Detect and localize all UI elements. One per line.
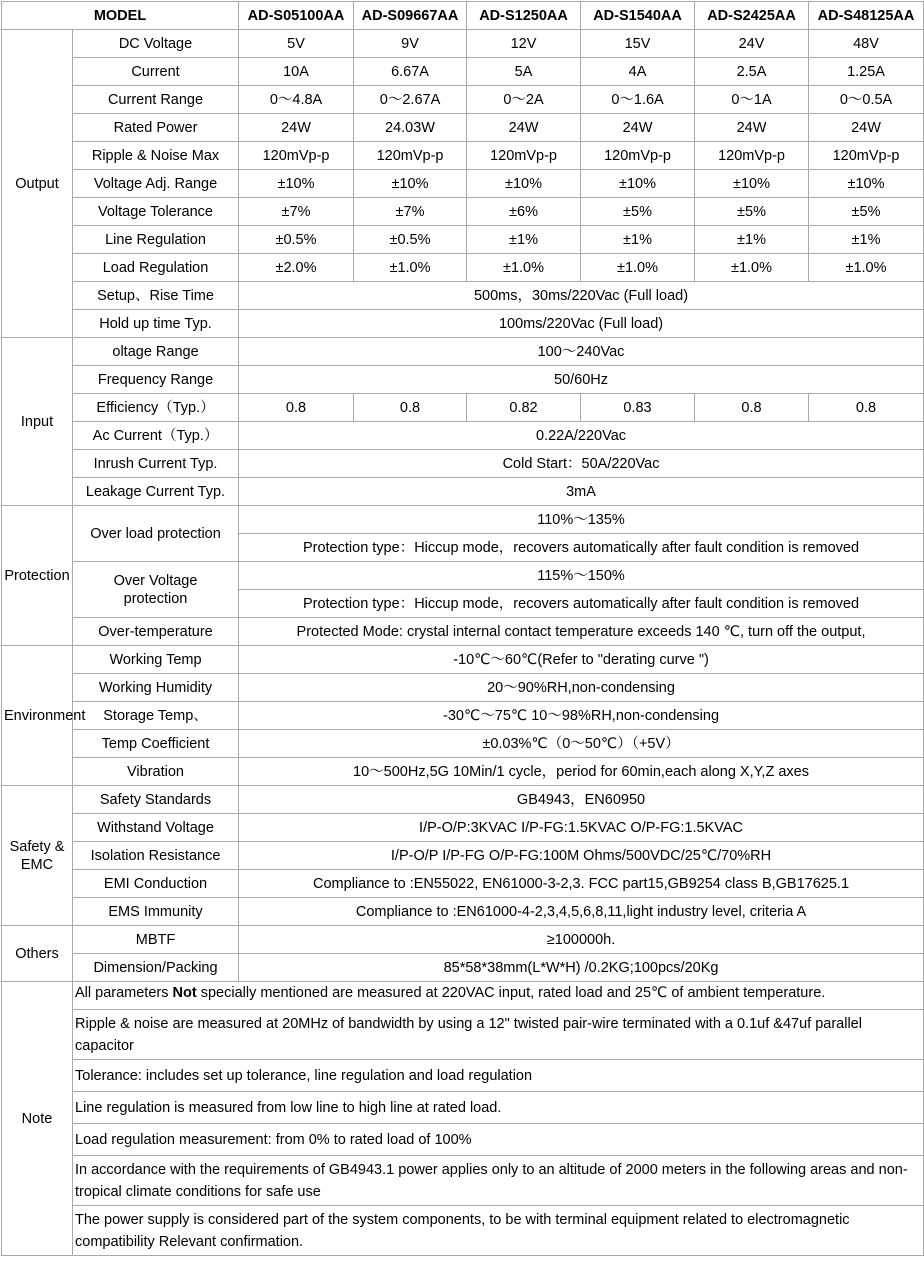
- spec-row: [2, 142, 924, 170]
- group-note: Note: [2, 982, 73, 1256]
- cell-value: ±0.03%℃（0～50℃）（+5V）: [239, 730, 924, 758]
- cell-value: 5V: [239, 30, 354, 58]
- cell-value: 0.82: [467, 394, 581, 422]
- cell-value: ±2.0%: [239, 254, 354, 282]
- row-label: Efficiency（Typ.）: [73, 394, 239, 422]
- spec-row: [2, 450, 924, 478]
- row-label: Current Range: [73, 86, 239, 114]
- cell-value: 24W: [695, 114, 809, 142]
- cell-value: 24W: [581, 114, 695, 142]
- cell-value: 24W: [239, 114, 354, 142]
- model-name: AD-S05100AA: [239, 2, 354, 30]
- cell-value: ±1.0%: [581, 254, 695, 282]
- spec-row: [2, 366, 924, 394]
- cell-value: Cold Start：50A/220Vac: [239, 450, 924, 478]
- row-label: Load Regulation: [73, 254, 239, 282]
- row-label: Ripple & Noise Max: [73, 142, 239, 170]
- cell-value: ±0.5%: [354, 226, 467, 254]
- note-row: [2, 982, 924, 1010]
- cell-value: 115%～150%: [239, 562, 924, 590]
- model-name: AD-S09667AA: [354, 2, 467, 30]
- note-emphasis: Not: [172, 985, 197, 1001]
- cell-value: ±1.0%: [467, 254, 581, 282]
- row-label: Working Humidity: [73, 674, 239, 702]
- cell-value: ±1%: [695, 226, 809, 254]
- spec-row: [2, 310, 924, 338]
- cell-value: ±6%: [467, 198, 581, 226]
- cell-value: 12V: [467, 30, 581, 58]
- cell-value: 0～1.6A: [581, 86, 695, 114]
- row-label: Voltage Tolerance: [73, 198, 239, 226]
- model-name: AD-S48125AA: [809, 2, 924, 30]
- row-label: Temp Coefficient: [73, 730, 239, 758]
- cell-value: 120mVp-p: [809, 142, 924, 170]
- cell-value: ±10%: [239, 170, 354, 198]
- group-input: Input: [2, 338, 73, 506]
- cell-value: 48V: [809, 30, 924, 58]
- cell-value: ±1%: [467, 226, 581, 254]
- cell-value: ±1%: [809, 226, 924, 254]
- cell-value: -10℃～60℃(Refer to "derating curve "): [239, 646, 924, 674]
- note-text: Ripple & noise are measured at 20MHz of bandwidth by using a 12" twisted pair-wire terminated with a 0.1uf &47uf parallel capacitor: [73, 1010, 924, 1060]
- note-row: [2, 1124, 924, 1156]
- cell-value: GB4943，EN60950: [239, 786, 924, 814]
- spec-row: [2, 394, 924, 422]
- spec-row: [2, 618, 924, 646]
- cell-value: 2.5A: [695, 58, 809, 86]
- note-text-part: All parameters: [75, 985, 173, 1001]
- spec-row: [2, 170, 924, 198]
- cell-value: ±5%: [581, 198, 695, 226]
- cell-value: 0～0.5A: [809, 86, 924, 114]
- note-text: In accordance with the requirements of GB4943.1 power applies only to an altitude of 2000 meters in the following areas and non-tropical climate conditions for safe use: [73, 1156, 924, 1206]
- model-name: AD-S1540AA: [581, 2, 695, 30]
- row-label: MBTF: [73, 926, 239, 954]
- spec-row: [2, 870, 924, 898]
- cell-value: I/P-O/P:3KVAC I/P-FG:1.5KVAC O/P-FG:1.5KVAC: [239, 814, 924, 842]
- cell-value: 0.8: [354, 394, 467, 422]
- spec-row: [2, 198, 924, 226]
- cell-value: ±0.5%: [239, 226, 354, 254]
- spec-row: [2, 226, 924, 254]
- row-label: Dimension/Packing: [73, 954, 239, 982]
- cell-value: Protection type：Hiccup mode，recovers automatically after fault condition is removed: [239, 590, 924, 618]
- cell-value: ±5%: [809, 198, 924, 226]
- cell-value: Protected Mode: crystal internal contact temperature exceeds 140 ℃, turn off the output,: [239, 618, 924, 646]
- spec-row: [2, 86, 924, 114]
- cell-value: ±1.0%: [809, 254, 924, 282]
- spec-row: [2, 898, 924, 926]
- note-text: The power supply is considered part of the system components, to be with terminal equipment related to electromagnetic compatibility Relevant confirmation.: [73, 1206, 924, 1256]
- cell-value: 0.8: [239, 394, 354, 422]
- row-label: Ac Current（Typ.）: [73, 422, 239, 450]
- group-others: Others: [2, 926, 73, 982]
- spec-row: [2, 954, 924, 982]
- model-label: MODEL: [2, 2, 239, 30]
- row-label: oltage Range: [73, 338, 239, 366]
- cell-value: Protection type：Hiccup mode，recovers automatically after fault condition is removed: [239, 534, 924, 562]
- cell-value: 24W: [809, 114, 924, 142]
- cell-value: 120mVp-p: [354, 142, 467, 170]
- model-name: AD-S1250AA: [467, 2, 581, 30]
- note-text-part: specially mentioned are measured at 220VAC input, rated load and 25℃ of ambient temperature.: [196, 985, 826, 1001]
- cell-value: 24.03W: [354, 114, 467, 142]
- row-label: Frequency Range: [73, 366, 239, 394]
- spec-row: [2, 254, 924, 282]
- cell-value: 10A: [239, 58, 354, 86]
- row-label: Storage Temp、: [73, 702, 239, 730]
- cell-value: 4A: [581, 58, 695, 86]
- cell-value: ±1.0%: [354, 254, 467, 282]
- cell-value: 10～500Hz,5G 10Min/1 cycle，period for 60min,each along X,Y,Z axes: [239, 758, 924, 786]
- group-output: Output: [2, 30, 73, 338]
- cell-value: 120mVp-p: [467, 142, 581, 170]
- note-row: [2, 1156, 924, 1206]
- cell-value: I/P-O/P I/P-FG O/P-FG:100M Ohms/500VDC/25℃/70%RH: [239, 842, 924, 870]
- cell-value: ±1%: [581, 226, 695, 254]
- cell-value: ±5%: [695, 198, 809, 226]
- cell-value: 0.83: [581, 394, 695, 422]
- spec-row: [2, 282, 924, 310]
- cell-value: Compliance to :EN61000-4-2,3,4,5,6,8,11,light industry level, criteria A: [239, 898, 924, 926]
- note-row: [2, 1092, 924, 1124]
- cell-value: ±10%: [467, 170, 581, 198]
- group-environment: Environment: [2, 646, 73, 786]
- spec-row: [2, 58, 924, 86]
- row-label: EMI Conduction: [73, 870, 239, 898]
- spec-row: [2, 30, 924, 58]
- header-row: [2, 2, 924, 30]
- cell-value: 0.8: [809, 394, 924, 422]
- row-label: Rated Power: [73, 114, 239, 142]
- note-text: Tolerance: includes set up tolerance, line regulation and load regulation: [73, 1060, 924, 1092]
- note-text: Line regulation is measured from low line to high line at rated load.: [73, 1092, 924, 1124]
- cell-value: 0～1A: [695, 86, 809, 114]
- row-label: EMS Immunity: [73, 898, 239, 926]
- cell-value: ±10%: [354, 170, 467, 198]
- note-row: [2, 1060, 924, 1092]
- row-label: Withstand Voltage: [73, 814, 239, 842]
- note-row: [2, 1206, 924, 1256]
- row-label: Inrush Current Typ.: [73, 450, 239, 478]
- spec-row: [2, 730, 924, 758]
- cell-value: 500ms，30ms/220Vac (Full load): [239, 282, 924, 310]
- spec-row: [2, 814, 924, 842]
- cell-value: 110%～135%: [239, 506, 924, 534]
- row-label: Line Regulation: [73, 226, 239, 254]
- cell-value: 0.8: [695, 394, 809, 422]
- row-label: Safety Standards: [73, 786, 239, 814]
- note-text: Load regulation measurement: from 0% to rated load of 100%: [73, 1124, 924, 1156]
- cell-value: 24W: [467, 114, 581, 142]
- spec-row: [2, 562, 924, 590]
- cell-value: ±10%: [581, 170, 695, 198]
- cell-value: ±10%: [695, 170, 809, 198]
- spec-row: [2, 114, 924, 142]
- row-label: Voltage Adj. Range: [73, 170, 239, 198]
- row-label: Leakage Current Typ.: [73, 478, 239, 506]
- cell-value: 6.67A: [354, 58, 467, 86]
- cell-value: ±7%: [239, 198, 354, 226]
- cell-value: 24V: [695, 30, 809, 58]
- row-label: Over-temperature: [73, 618, 239, 646]
- row-label: Hold up time Typ.: [73, 310, 239, 338]
- row-label: Setup、Rise Time: [73, 282, 239, 310]
- row-label: Current: [73, 58, 239, 86]
- cell-value: 20～90%RH,non-condensing: [239, 674, 924, 702]
- cell-value: 0～4.8A: [239, 86, 354, 114]
- spec-row: [2, 674, 924, 702]
- cell-value: 9V: [354, 30, 467, 58]
- row-label: Working Temp: [73, 646, 239, 674]
- cell-value: 120mVp-p: [695, 142, 809, 170]
- cell-value: 50/60Hz: [239, 366, 924, 394]
- spec-table: [1, 1, 924, 1256]
- note-text: [73, 982, 924, 1010]
- cell-value: 120mVp-p: [239, 142, 354, 170]
- note-row: [2, 1010, 924, 1060]
- spec-row: [2, 506, 924, 534]
- cell-value: Compliance to :EN55022, EN61000-3-2,3. FCC part15,GB9254 class B,GB17625.1: [239, 870, 924, 898]
- row-label: DC Voltage: [73, 30, 239, 58]
- spec-row: [2, 422, 924, 450]
- cell-value: 100～240Vac: [239, 338, 924, 366]
- model-name: AD-S2425AA: [695, 2, 809, 30]
- spec-row: [2, 702, 924, 730]
- cell-value: ±10%: [809, 170, 924, 198]
- row-label: Over Voltage protection: [73, 562, 239, 618]
- spec-row: [2, 338, 924, 366]
- cell-value: 0～2.67A: [354, 86, 467, 114]
- row-label: Vibration: [73, 758, 239, 786]
- cell-value: 0.22A/220Vac: [239, 422, 924, 450]
- row-label: Over load protection: [73, 506, 239, 562]
- cell-value: 0～2A: [467, 86, 581, 114]
- spec-row: [2, 758, 924, 786]
- cell-value: ≥100000h.: [239, 926, 924, 954]
- spec-row: [2, 646, 924, 674]
- group-protection: Protection: [2, 506, 73, 646]
- cell-value: 15V: [581, 30, 695, 58]
- cell-value: ±7%: [354, 198, 467, 226]
- row-label: Isolation Resistance: [73, 842, 239, 870]
- spec-row: [2, 926, 924, 954]
- cell-value: 120mVp-p: [581, 142, 695, 170]
- note-clip: [75, 982, 921, 1009]
- cell-value: 100ms/220Vac (Full load): [239, 310, 924, 338]
- cell-value: 85*58*38mm(L*W*H) /0.2KG;100pcs/20Kg: [239, 954, 924, 982]
- cell-value: -30℃～75℃ 10～98%RH,non-condensing: [239, 702, 924, 730]
- cell-value: 1.25A: [809, 58, 924, 86]
- cell-value: 3mA: [239, 478, 924, 506]
- cell-value: ±1.0%: [695, 254, 809, 282]
- group-safety-emc: Safety & EMC: [2, 786, 73, 926]
- spec-row: [2, 786, 924, 814]
- spec-row: [2, 478, 924, 506]
- spec-row: [2, 842, 924, 870]
- cell-value: 5A: [467, 58, 581, 86]
